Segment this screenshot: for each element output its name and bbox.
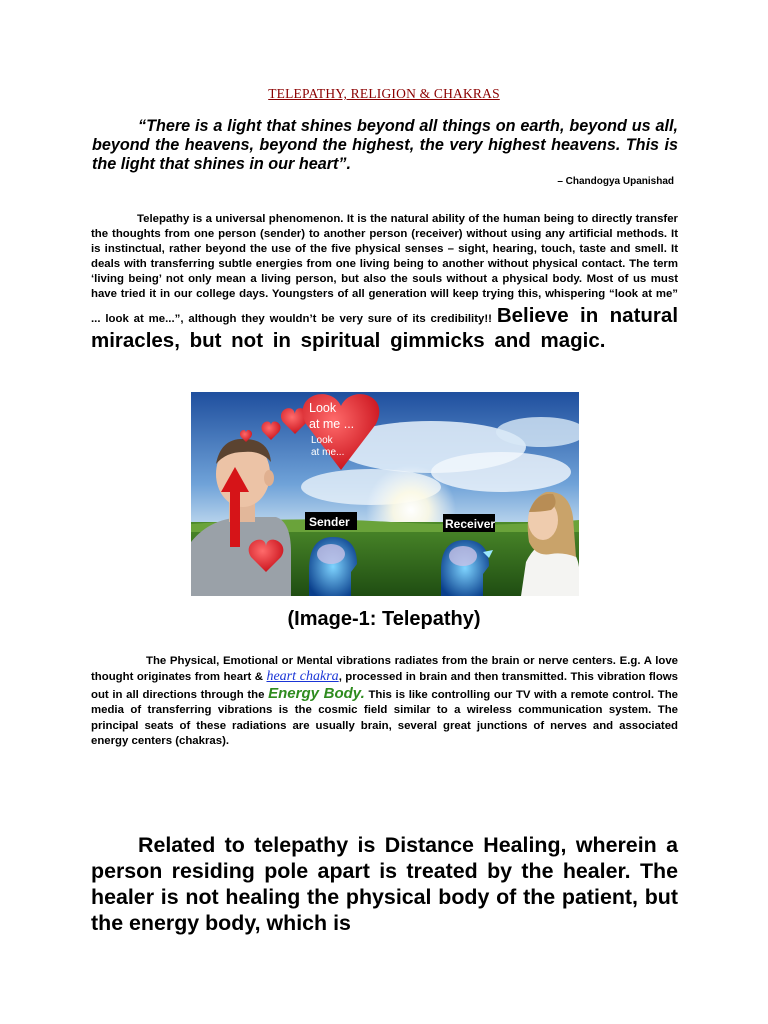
distance-healing-paragraph: Related to telepathy is Distance Healing, wherein a person residing pole apart is treated by the healer. The healer is not healing the physical body of the patient, but the energy body, which is (91, 833, 678, 935)
energy-body-link[interactable]: Energy Body. (268, 684, 365, 702)
heart-chakra-link[interactable]: heart chakra (266, 669, 339, 685)
telepathy-illustration (191, 392, 579, 596)
bubble-text-3: Look (311, 435, 333, 446)
intro-text: Telepathy is a universal phenomenon. It is the natural ability of the human being to directly transfer the thoughts from one person (sender) to another person (receiver) without using any artificial methods. It is instinctual, rather beyond the use of the five physical senses – sight, hearing, touch, taste and smell. It deals with transferring subtle energies from one living being to another without physical contact. The term ‘living being’ not only mean a living person, but also the souls without a physical body. Most of us must have tried it in our college days. Youngsters of all generation will keep trying this, whispering “look at me” ... look at me...”, although they wouldn’t be very sure of its credibility!! (91, 213, 678, 325)
receiver-label: Receiver (445, 517, 496, 531)
telepathy-illustration-svg (191, 392, 579, 596)
vibrations-text-3: This is like controlling our TV with a remote control. The media of transferring vibrations is the cosmic field similar to a wireless communication system. The principal seats of these radiations are usually brain, several great junctions of nerves and associated energy centers (chakras). (91, 688, 678, 748)
figure-caption: (Image-1: Telepathy) (287, 608, 481, 630)
bubble-text-1: Look (309, 401, 337, 415)
sender-label: Sender (309, 515, 350, 529)
emphasis-text: Believe in natural miracles, but not in spiritual gimmicks and magic. (91, 303, 679, 352)
sender-brain-silhouette (305, 512, 357, 596)
vibrations-text-2: , processed in brain and then transmitted. This vibration flows out in all directions through the (91, 671, 678, 701)
intro-paragraph (91, 212, 678, 353)
bubble-text-4: at me... (311, 447, 345, 458)
quote-attribution: – Chandogya Upanishad (557, 176, 674, 187)
vibrations-text-1: The Physical, Emotional or Mental vibrations radiates from the brain or nerve centers. E.g. A love thought originates from heart & (91, 655, 678, 684)
bubble-text-2: at me ... (309, 417, 355, 431)
epigraph-quote: “There is a light that shines beyond all things on earth, beyond us all, beyond the heavens, beyond the highest, the very highest heavens. This is the light that shines in our heart”. (92, 117, 678, 173)
vibrations-paragraph (91, 654, 678, 749)
document-title: TELEPATHY, RELIGION & CHAKRAS (268, 86, 500, 101)
